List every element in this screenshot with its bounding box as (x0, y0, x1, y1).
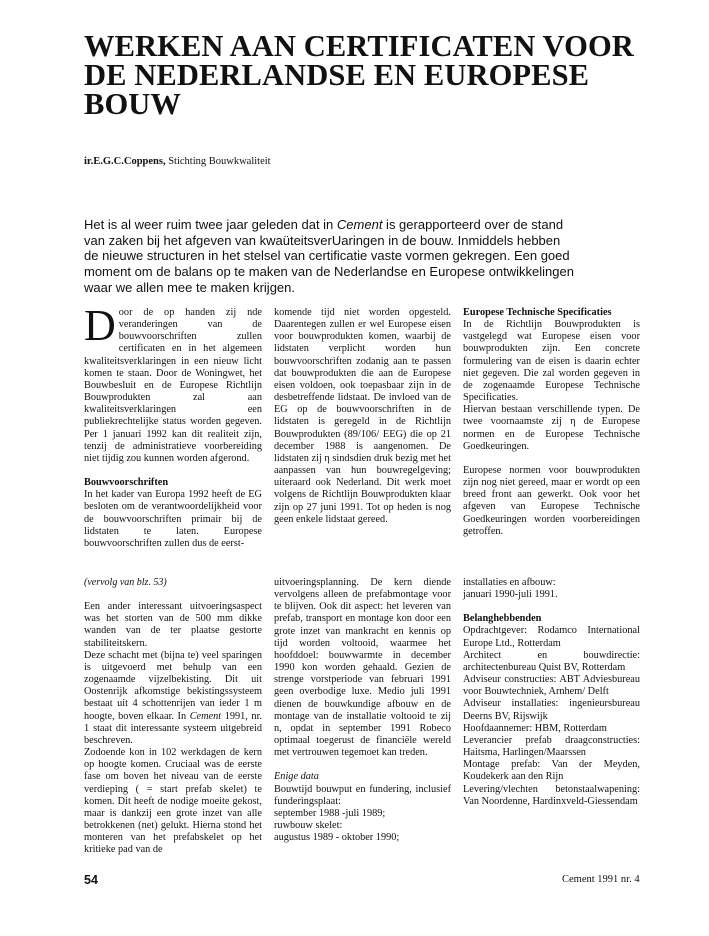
paragraph-text: 1991, nr. 1 staat dit interessante systeem uitgebreid beschreven. (84, 710, 262, 746)
byline (84, 156, 271, 167)
paragraph: In het kader van Europa 1992 heeft de EG besloten om de verantwoordelijkheid voor de bouwvoorschriften primair bij de lidstaten te laten. Europese bouwvoorschriften zullen dus de eerst- (84, 489, 262, 549)
paragraph-text: Deze schacht met (bijna te) veel sparingen is uitgevoerd met behulp van een zogenaamde vijzelbekisting. Dit uit Oostenrijk afkomstige bekistingssysteem bestaat uit 4 schottenrijen van ieder 1 m hoogte, boven elkaar. In (84, 649, 262, 722)
paragraph (84, 301, 262, 465)
page-number: 54 (84, 873, 98, 887)
continuation-note (84, 577, 262, 589)
continuation-column-3 (463, 577, 640, 808)
stakeholder-line: Opdrachtgever: Rodamco International Europe Ltd., Rotterdam (463, 625, 640, 649)
column-2 (274, 307, 451, 526)
stakeholder-line: Leverancier prefab draagconstructies: Haitsma, Harlingen/Maarssen (463, 734, 640, 759)
paragraph (84, 650, 262, 747)
column-3 (463, 307, 640, 538)
article-title: WERKEN AAN CERTIFICATEN VOOR DE NEDERLANDSE EN EUROPESE BOUW (84, 29, 634, 121)
column-1 (84, 301, 262, 550)
section-heading: Europese Technische Specificaties (463, 307, 612, 318)
paragraph: Zodoende kon in 102 werkdagen de kern op hoogte komen. Cruciaal was de eerste fase om boven het niveau van de eerste verdieping ( = start prefab skelet) te komen. Dit heeft de nodige moeite gekost, maar is dankzij een grote inzet van alle betrokkenen (net) gelukt. Hierna stond het monteren van het prefabskelet op het kritieke pad van de (84, 747, 262, 856)
continuation-note-text: (vervolg van blz. 53) (84, 577, 167, 588)
paragraph: komende tijd niet worden opgesteld. Daarentegen zullen er wel Europese eisen voor bouwprodukten komen, waarbij de lidstaten verplicht worden hun bouwvoorschriften zodanig aan te passen dat bouwprodukten die aan de Europese eisen voldoen, ook toepasbaar zijn in de desbetreffende lidstaat. De invloed van de EG op de bouwvoorschriften in de lidstaten is geregeld in de Richtlijn Bouwprodukten (89/106/ EEG) die op 21 december 1988 is aangenomen. De lidstaten zij η sindsdien druk bezig met het aanpassen van hun bouwregelgeving; uiteraard ook Nederland. Dit werk moet volgens de Richtlijn Bouwprodukten klaar zijn op 27 juni 1991. Tot op heden is nog geen enkele lidstaat gereed. (274, 307, 451, 525)
paragraph-text: oor de op handen zij nde veranderingen van de bouwvoorschriften zullen certificaten en in het algemeen kwaliteitsverklaringen in een nieuw licht komen te staan. Door de Woningwet, het Bouwbesluit en de Europese Richtlijn Bouwprodukten zal aan kwaliteitsverklaringen een publiekrechtelijke status worden gegeven. Per 1 januari 1992 kan dit realiteit zijn, tenzij de administratieve voorbereiding niet tijdig zou kunnen worden afgerond. (84, 307, 262, 464)
journal-name: Cement (189, 710, 222, 722)
intro-paragraph (84, 217, 574, 296)
intro-text-1: Het is al weer ruim twee jaar geleden dat in (84, 217, 337, 232)
stakeholder-line: Adviseur constructies: ABT Adviesbureau voor Bouwtechniek, Arnhem/ Delft (463, 674, 640, 698)
stakeholder-line: Levering/vlechten betonstaalwapening: Van Noordenne, Hardinxveld-Giessendam (463, 783, 640, 807)
data-line: januari 1990-juli 1991. (463, 589, 558, 601)
author-affiliation: Stichting Bouwkwaliteit (165, 156, 271, 167)
data-line: september 1988 -juli 1989; (274, 807, 386, 819)
journal-footer: Cement 1991 nr. 4 (562, 874, 640, 885)
data-line: installaties en afbouw: (463, 577, 556, 588)
section-heading-text: Enige data (274, 771, 319, 783)
intro-journal-name: Cement (336, 217, 383, 232)
author-name: ir.E.G.C.Coppens, (84, 156, 166, 167)
stakeholder-line: Montage prefab: Van der Meyden, Koudekerk aan den Rijn (463, 759, 640, 783)
stakeholder-line: Adviseur installaties: ingenieursbureau Deerns BV, Rijswijk (463, 698, 640, 722)
intro-text-2: is gerapporteerd over de stand van zaken bij het afgeven van kwaüteitsverUaringen in de bouw. Inmiddels hebben de nieuwe structuren in het stelsel van certificatie vaste vormen gekregen. Een goed moment om de balans op te maken van de Nederlandse en Europese ontwikkelingen waar we allen mee te maken krijgen. (84, 217, 574, 295)
section-heading: Belanghebbenden (463, 613, 542, 625)
paragraph: uitvoeringsplanning. De kern diende vervolgens alleen de prefabmontage voor te blijven. Ook dit aspect: het leveren van prefab, transport en montage kon door een grote inzet van mankracht en kennis op tijd worden voltooid, waarmee het hoofddoel: bouwwarmte in december 1990 kon worden gehaald. Gezien de strenge vorstperiode van februari 1991 geen overbodige luxe. Medio juli 1991 dienen de bouwkundige afbouw en de montage van de installatie voltooid te zij n, opdat in september 1991 Robeco optimaal toegerust de financiële wereld met vertrouwen tegemoet kan treden. (274, 577, 451, 759)
paragraph: Een ander interessant uitvoeringsaspect was het storten van de 500 mm dikke wanden van de ter plaatse gestorte stabiliteitskern. (84, 601, 262, 649)
section-heading: Bouwvoorschriften (84, 477, 169, 489)
stakeholder-line: Architect en bouwdirectie: architectenbureau Quist BV, Rotterdam (463, 649, 640, 673)
stakeholder-line: Hoofdaannemer: HBM, Rotterdam (463, 722, 607, 734)
section-heading (274, 771, 451, 783)
paragraph: Europese normen voor bouwprodukten zijn nog niet gereed, maar er wordt op een breed front aan gewerkt. Ook voor het afgeven van Europese Technische Goedkeuringen worden voorbereidingen getroffen. (463, 464, 640, 537)
data-line: augustus 1989 - oktober 1990; (274, 832, 400, 844)
paragraph: In de Richtlijn Bouwprodukten is vastgelegd wat Europese eisen voor bouwprodukten zijn. Een concrete formulering van de eisen is daarin echter niet gegeven. Die zal worden gegeven in de zogenaamde Europese Technische Specificaties. (463, 319, 640, 404)
continuation-column-1 (84, 577, 262, 856)
data-line: Bouwtijd bouwput en fundering, inclusief funderingsplaat: (274, 783, 451, 807)
data-line: ruwbouw skelet: (274, 819, 343, 831)
continuation-column-2 (274, 577, 451, 844)
paragraph: Hiervan bestaan verschillende typen. De twee voornaamste zij η de Europese normen en de Europese Technische Goedkeuringen. (463, 404, 640, 452)
drop-cap: D (84, 301, 116, 350)
